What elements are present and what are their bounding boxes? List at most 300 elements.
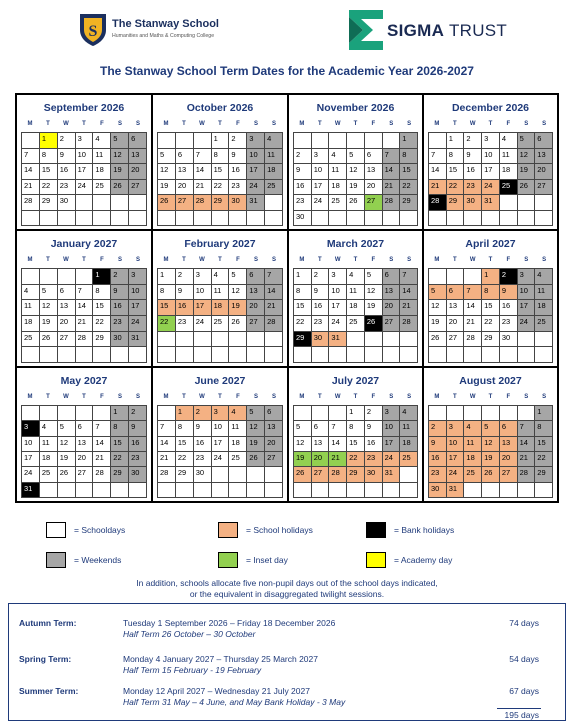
day-cell: 11 <box>500 149 518 165</box>
day-cell: 14 <box>383 164 401 180</box>
empty-cell <box>482 406 500 421</box>
day-cell: 6 <box>129 133 147 149</box>
sigma-mark-icon <box>349 10 383 50</box>
day-cell: 12 <box>365 285 383 301</box>
weekday-label: T <box>452 394 457 400</box>
empty-cell <box>383 332 401 348</box>
day-cell: 29 <box>535 467 553 482</box>
term-dates: Monday 4 January 2027 – Thursday 25 March 2027 <box>123 654 318 664</box>
empty-cell <box>464 406 482 421</box>
weekday-label: W <box>199 257 205 263</box>
empty-cell <box>482 483 500 498</box>
day-cell: 10 <box>247 149 265 165</box>
day-cell: 28 <box>22 195 40 211</box>
empty-cell <box>229 347 247 363</box>
day-cell: 31 <box>22 483 40 498</box>
day-cell: 17 <box>22 452 40 467</box>
weekday-label: W <box>334 121 341 127</box>
day-cell: 2 <box>176 269 194 285</box>
empty-cell <box>58 483 76 498</box>
day-cell: 30 <box>194 467 212 482</box>
day-cell: 4 <box>212 269 230 285</box>
day-cell: 2 <box>294 149 312 165</box>
empty-cell <box>500 347 518 363</box>
day-cell: 29 <box>111 467 129 482</box>
day-cell: 4 <box>347 269 365 285</box>
empty-cell <box>158 347 176 363</box>
day-cell: 25 <box>329 195 347 211</box>
day-cell: 28 <box>464 332 482 348</box>
day-grid <box>293 132 418 226</box>
day-cell: 3 <box>22 421 40 436</box>
day-cell: 24 <box>482 180 500 196</box>
day-cell: 9 <box>229 149 247 165</box>
day-cell: 4 <box>265 133 283 149</box>
day-cell: 14 <box>22 164 40 180</box>
empty-cell <box>400 211 418 227</box>
empty-cell <box>265 483 283 498</box>
weekday-label: F <box>506 394 511 400</box>
day-cell: 9 <box>194 421 212 436</box>
month-block <box>424 368 557 501</box>
weekday-label: S <box>542 257 547 263</box>
empty-cell <box>247 483 265 498</box>
day-cell: 15 <box>447 164 465 180</box>
day-cell: 9 <box>58 149 76 165</box>
empty-cell <box>194 483 212 498</box>
day-cell: 7 <box>329 421 347 436</box>
weekday-label: W <box>334 394 341 400</box>
day-cell: 26 <box>365 316 383 332</box>
day-cell: 24 <box>383 452 401 467</box>
day-cell: 20 <box>76 452 94 467</box>
day-cell: 16 <box>294 180 312 196</box>
empty-cell <box>447 269 465 285</box>
day-cell: 26 <box>518 180 536 196</box>
day-cell: 20 <box>535 164 553 180</box>
day-cell: 18 <box>40 452 58 467</box>
day-cell: 22 <box>347 452 365 467</box>
empty-cell <box>365 332 383 348</box>
day-cell: 10 <box>447 437 465 452</box>
empty-cell <box>176 332 194 348</box>
half-term: Half Term 26 October – 30 October <box>123 629 256 639</box>
day-cell: 28 <box>194 195 212 211</box>
empty-cell <box>518 347 536 363</box>
day-cell: 24 <box>312 195 330 211</box>
svg-text:S: S <box>88 23 98 40</box>
empty-cell <box>464 347 482 363</box>
empty-cell <box>40 406 58 421</box>
day-cell: 2 <box>500 269 518 285</box>
weekday-label: T <box>82 121 86 127</box>
empty-cell <box>129 347 147 363</box>
empty-cell <box>365 133 383 149</box>
day-cell: 12 <box>482 437 500 452</box>
empty-cell <box>429 133 447 149</box>
day-cell: 1 <box>482 269 500 285</box>
day-cell: 21 <box>22 180 40 196</box>
empty-cell <box>447 406 465 421</box>
empty-cell <box>247 332 265 348</box>
day-cell: 20 <box>500 452 518 467</box>
day-cell: 7 <box>383 149 401 165</box>
day-cell: 22 <box>93 316 111 332</box>
day-cell: 28 <box>400 316 418 332</box>
day-cell: 5 <box>294 421 312 436</box>
weekday-label: M <box>434 121 440 127</box>
day-cell: 3 <box>212 406 230 421</box>
weekday-label: T <box>353 121 358 127</box>
empty-cell <box>76 483 94 498</box>
weekday-label: W <box>469 394 476 400</box>
weekday-label: W <box>63 121 69 127</box>
day-cell: 25 <box>400 452 418 467</box>
day-cell: 23 <box>500 316 518 332</box>
day-cell: 10 <box>518 285 536 301</box>
day-cell: 13 <box>265 421 283 436</box>
day-cell: 19 <box>482 452 500 467</box>
day-cell: 18 <box>93 164 111 180</box>
day-cell: 19 <box>365 300 383 316</box>
day-cell: 14 <box>429 164 447 180</box>
day-cell: 31 <box>247 195 265 211</box>
day-cell: 7 <box>22 149 40 165</box>
day-cell: 17 <box>129 300 147 316</box>
weekday-label: T <box>317 257 322 263</box>
day-cell: 2 <box>58 133 76 149</box>
day-cell: 21 <box>194 180 212 196</box>
legend-label: = Inset day <box>246 555 288 565</box>
month-title: January 2027 <box>50 238 118 250</box>
day-cell: 30 <box>429 483 447 498</box>
term-name: Summer Term: <box>19 686 79 696</box>
day-cell: 17 <box>383 437 401 452</box>
day-cell: 26 <box>247 452 265 467</box>
month-title: November 2026 <box>316 102 395 114</box>
day-cell: 7 <box>194 149 212 165</box>
term-day-count: 67 days <box>509 686 539 696</box>
day-cell: 6 <box>247 269 265 285</box>
day-cell: 28 <box>158 467 176 482</box>
empty-cell <box>365 347 383 363</box>
day-cell: 17 <box>312 180 330 196</box>
day-cell: 6 <box>383 269 401 285</box>
day-cell: 14 <box>93 437 111 452</box>
day-cell: 16 <box>194 437 212 452</box>
day-grid <box>428 132 553 226</box>
empty-cell <box>383 211 401 227</box>
day-cell: 6 <box>365 149 383 165</box>
day-cell: 13 <box>383 285 401 301</box>
day-cell: 21 <box>429 180 447 196</box>
day-cell: 10 <box>212 421 230 436</box>
empty-cell <box>329 347 347 363</box>
empty-cell <box>518 332 536 348</box>
weekday-label: S <box>271 394 276 400</box>
day-cell: 10 <box>76 149 94 165</box>
weekday-label: S <box>271 121 276 127</box>
day-cell: 2 <box>229 133 247 149</box>
term-dates: Tuesday 1 September 2026 – Friday 18 December 2026 <box>123 618 336 628</box>
day-cell: 1 <box>535 406 553 421</box>
day-cell: 15 <box>294 300 312 316</box>
weekday-label: M <box>27 257 33 263</box>
day-cell: 4 <box>400 406 418 421</box>
day-cell: 12 <box>294 437 312 452</box>
empty-cell <box>158 211 176 227</box>
day-cell: 24 <box>447 467 465 482</box>
day-cell: 29 <box>482 332 500 348</box>
empty-cell <box>22 269 40 285</box>
day-cell: 13 <box>500 437 518 452</box>
term-row-spring <box>9 654 565 682</box>
weekday-header <box>428 257 553 267</box>
day-cell: 14 <box>265 285 283 301</box>
empty-cell <box>347 332 365 348</box>
day-cell: 20 <box>312 452 330 467</box>
empty-cell <box>93 195 111 211</box>
weekday-label: S <box>389 257 394 263</box>
day-cell: 21 <box>400 300 418 316</box>
empty-cell <box>400 332 418 348</box>
weekday-label: T <box>317 394 322 400</box>
day-cell: 25 <box>212 316 230 332</box>
day-cell: 15 <box>93 300 111 316</box>
day-cell: 7 <box>93 421 111 436</box>
schooldays-swatch <box>46 522 66 538</box>
day-cell: 2 <box>111 269 129 285</box>
day-cell: 19 <box>111 164 129 180</box>
half-term: Half Term 15 February - 19 February <box>123 665 262 675</box>
day-grid <box>293 405 418 498</box>
day-cell: 23 <box>194 452 212 467</box>
day-cell: 26 <box>229 316 247 332</box>
weekday-label: F <box>100 394 104 400</box>
empty-cell <box>194 211 212 227</box>
empty-cell <box>347 483 365 498</box>
day-cell: 1 <box>176 406 194 421</box>
day-cell: 8 <box>535 421 553 436</box>
day-cell: 26 <box>58 467 76 482</box>
empty-cell <box>518 195 536 211</box>
empty-cell <box>518 211 536 227</box>
day-cell: 26 <box>294 467 312 482</box>
day-cell: 27 <box>58 332 76 348</box>
weekday-header <box>293 394 418 404</box>
empty-cell <box>176 133 194 149</box>
weekday-header <box>21 394 147 404</box>
day-cell: 11 <box>464 437 482 452</box>
day-cell: 29 <box>347 467 365 482</box>
weekday-header <box>293 257 418 267</box>
day-cell: 12 <box>229 285 247 301</box>
day-cell: 28 <box>429 195 447 211</box>
day-cell: 27 <box>312 467 330 482</box>
weekday-label: T <box>82 257 86 263</box>
empty-cell <box>212 332 230 348</box>
day-cell: 20 <box>383 300 401 316</box>
weekday-label: M <box>163 394 169 400</box>
day-cell: 20 <box>447 316 465 332</box>
day-cell: 7 <box>400 269 418 285</box>
weekday-label: S <box>407 121 412 127</box>
weekday-header <box>428 394 553 404</box>
empty-cell <box>58 406 76 421</box>
day-cell: 9 <box>429 437 447 452</box>
day-cell: 6 <box>76 421 94 436</box>
day-cell: 13 <box>365 164 383 180</box>
day-cell: 8 <box>482 285 500 301</box>
empty-cell <box>40 483 58 498</box>
day-cell: 27 <box>365 195 383 211</box>
weekday-label: S <box>135 257 140 263</box>
day-cell: 27 <box>76 467 94 482</box>
empty-cell <box>76 211 94 227</box>
empty-cell <box>158 483 176 498</box>
weekday-label: S <box>135 121 140 127</box>
day-cell: 23 <box>429 467 447 482</box>
empty-cell <box>93 406 111 421</box>
month-title: March 2027 <box>326 238 385 250</box>
day-cell: 18 <box>500 164 518 180</box>
month-block <box>153 231 289 368</box>
term-row-autumn <box>9 618 565 646</box>
empty-cell <box>40 211 58 227</box>
day-cell: 1 <box>447 133 465 149</box>
empty-cell <box>365 211 383 227</box>
day-cell: 14 <box>158 437 176 452</box>
day-cell: 16 <box>365 437 383 452</box>
empty-cell <box>265 195 283 211</box>
day-grid <box>293 268 418 363</box>
empty-cell <box>265 211 283 227</box>
day-cell: 26 <box>347 195 365 211</box>
empty-cell <box>265 467 283 482</box>
day-cell: 16 <box>464 164 482 180</box>
day-cell: 3 <box>247 133 265 149</box>
empty-cell <box>329 483 347 498</box>
holiday-swatch <box>218 522 238 538</box>
day-grid <box>157 132 283 226</box>
empty-cell <box>312 211 330 227</box>
day-cell: 5 <box>247 406 265 421</box>
empty-cell <box>429 347 447 363</box>
day-cell: 2 <box>194 406 212 421</box>
legend-label: = Weekends <box>74 555 122 565</box>
day-cell: 22 <box>158 316 176 332</box>
month-title: June 2027 <box>194 375 246 387</box>
empty-cell <box>383 133 401 149</box>
day-cell: 15 <box>482 300 500 316</box>
empty-cell <box>400 467 418 482</box>
stanway-school-logo <box>78 12 248 50</box>
day-grid <box>157 405 283 498</box>
weekday-label: S <box>253 257 258 263</box>
term-name: Spring Term: <box>19 654 72 664</box>
day-cell: 18 <box>22 316 40 332</box>
day-cell: 8 <box>40 149 58 165</box>
weekday-label: M <box>163 121 169 127</box>
day-cell: 27 <box>247 316 265 332</box>
empty-cell <box>76 406 94 421</box>
day-cell: 24 <box>22 467 40 482</box>
day-cell: 1 <box>93 269 111 285</box>
weekday-label: T <box>452 257 457 263</box>
term-summary-box <box>8 603 566 721</box>
day-cell: 25 <box>500 180 518 196</box>
empty-cell <box>535 332 553 348</box>
weekday-label: W <box>199 394 205 400</box>
empty-cell <box>383 483 401 498</box>
day-cell: 1 <box>40 133 58 149</box>
day-cell: 26 <box>40 332 58 348</box>
day-cell: 19 <box>429 316 447 332</box>
weekday-label: W <box>199 121 205 127</box>
weekday-label: S <box>389 121 394 127</box>
day-cell: 1 <box>294 269 312 285</box>
weekday-label: M <box>299 394 305 400</box>
day-cell: 17 <box>194 300 212 316</box>
note-line-1: In addition, schools allocate five non-pupil days out of the school days indicated, <box>136 578 438 588</box>
month-block <box>17 368 153 501</box>
day-cell: 30 <box>58 195 76 211</box>
day-cell: 9 <box>500 285 518 301</box>
day-cell: 31 <box>447 483 465 498</box>
day-cell: 20 <box>58 316 76 332</box>
day-cell: 4 <box>464 421 482 436</box>
day-cell: 25 <box>535 316 553 332</box>
day-cell: 27 <box>535 180 553 196</box>
day-cell: 24 <box>194 316 212 332</box>
day-cell: 22 <box>40 180 58 196</box>
day-cell: 11 <box>229 421 247 436</box>
empty-cell <box>22 211 40 227</box>
inset-swatch <box>218 552 238 568</box>
day-cell: 2 <box>429 421 447 436</box>
weekday-label: M <box>299 257 305 263</box>
day-cell: 24 <box>518 316 536 332</box>
day-cell: 27 <box>383 316 401 332</box>
day-cell: 23 <box>312 316 330 332</box>
weekday-label: T <box>218 257 222 263</box>
empty-cell <box>265 347 283 363</box>
day-cell: 16 <box>58 164 76 180</box>
day-cell: 14 <box>76 300 94 316</box>
empty-cell <box>58 347 76 363</box>
empty-cell <box>212 467 230 482</box>
weekday-label: F <box>506 257 511 263</box>
day-cell: 18 <box>347 300 365 316</box>
day-cell: 13 <box>176 164 194 180</box>
empty-cell <box>312 406 330 421</box>
day-cell: 2 <box>129 406 147 421</box>
weekday-header <box>157 257 283 267</box>
day-cell: 27 <box>129 180 147 196</box>
day-cell: 24 <box>212 452 230 467</box>
academy-swatch <box>366 552 386 568</box>
total-days: 195 days <box>504 710 539 720</box>
day-cell: 11 <box>212 285 230 301</box>
day-cell: 29 <box>212 195 230 211</box>
day-cell: 17 <box>212 437 230 452</box>
day-cell: 6 <box>500 421 518 436</box>
day-cell: 9 <box>129 421 147 436</box>
empty-cell <box>247 211 265 227</box>
day-cell: 3 <box>518 269 536 285</box>
empty-cell <box>482 347 500 363</box>
day-grid <box>21 132 147 226</box>
